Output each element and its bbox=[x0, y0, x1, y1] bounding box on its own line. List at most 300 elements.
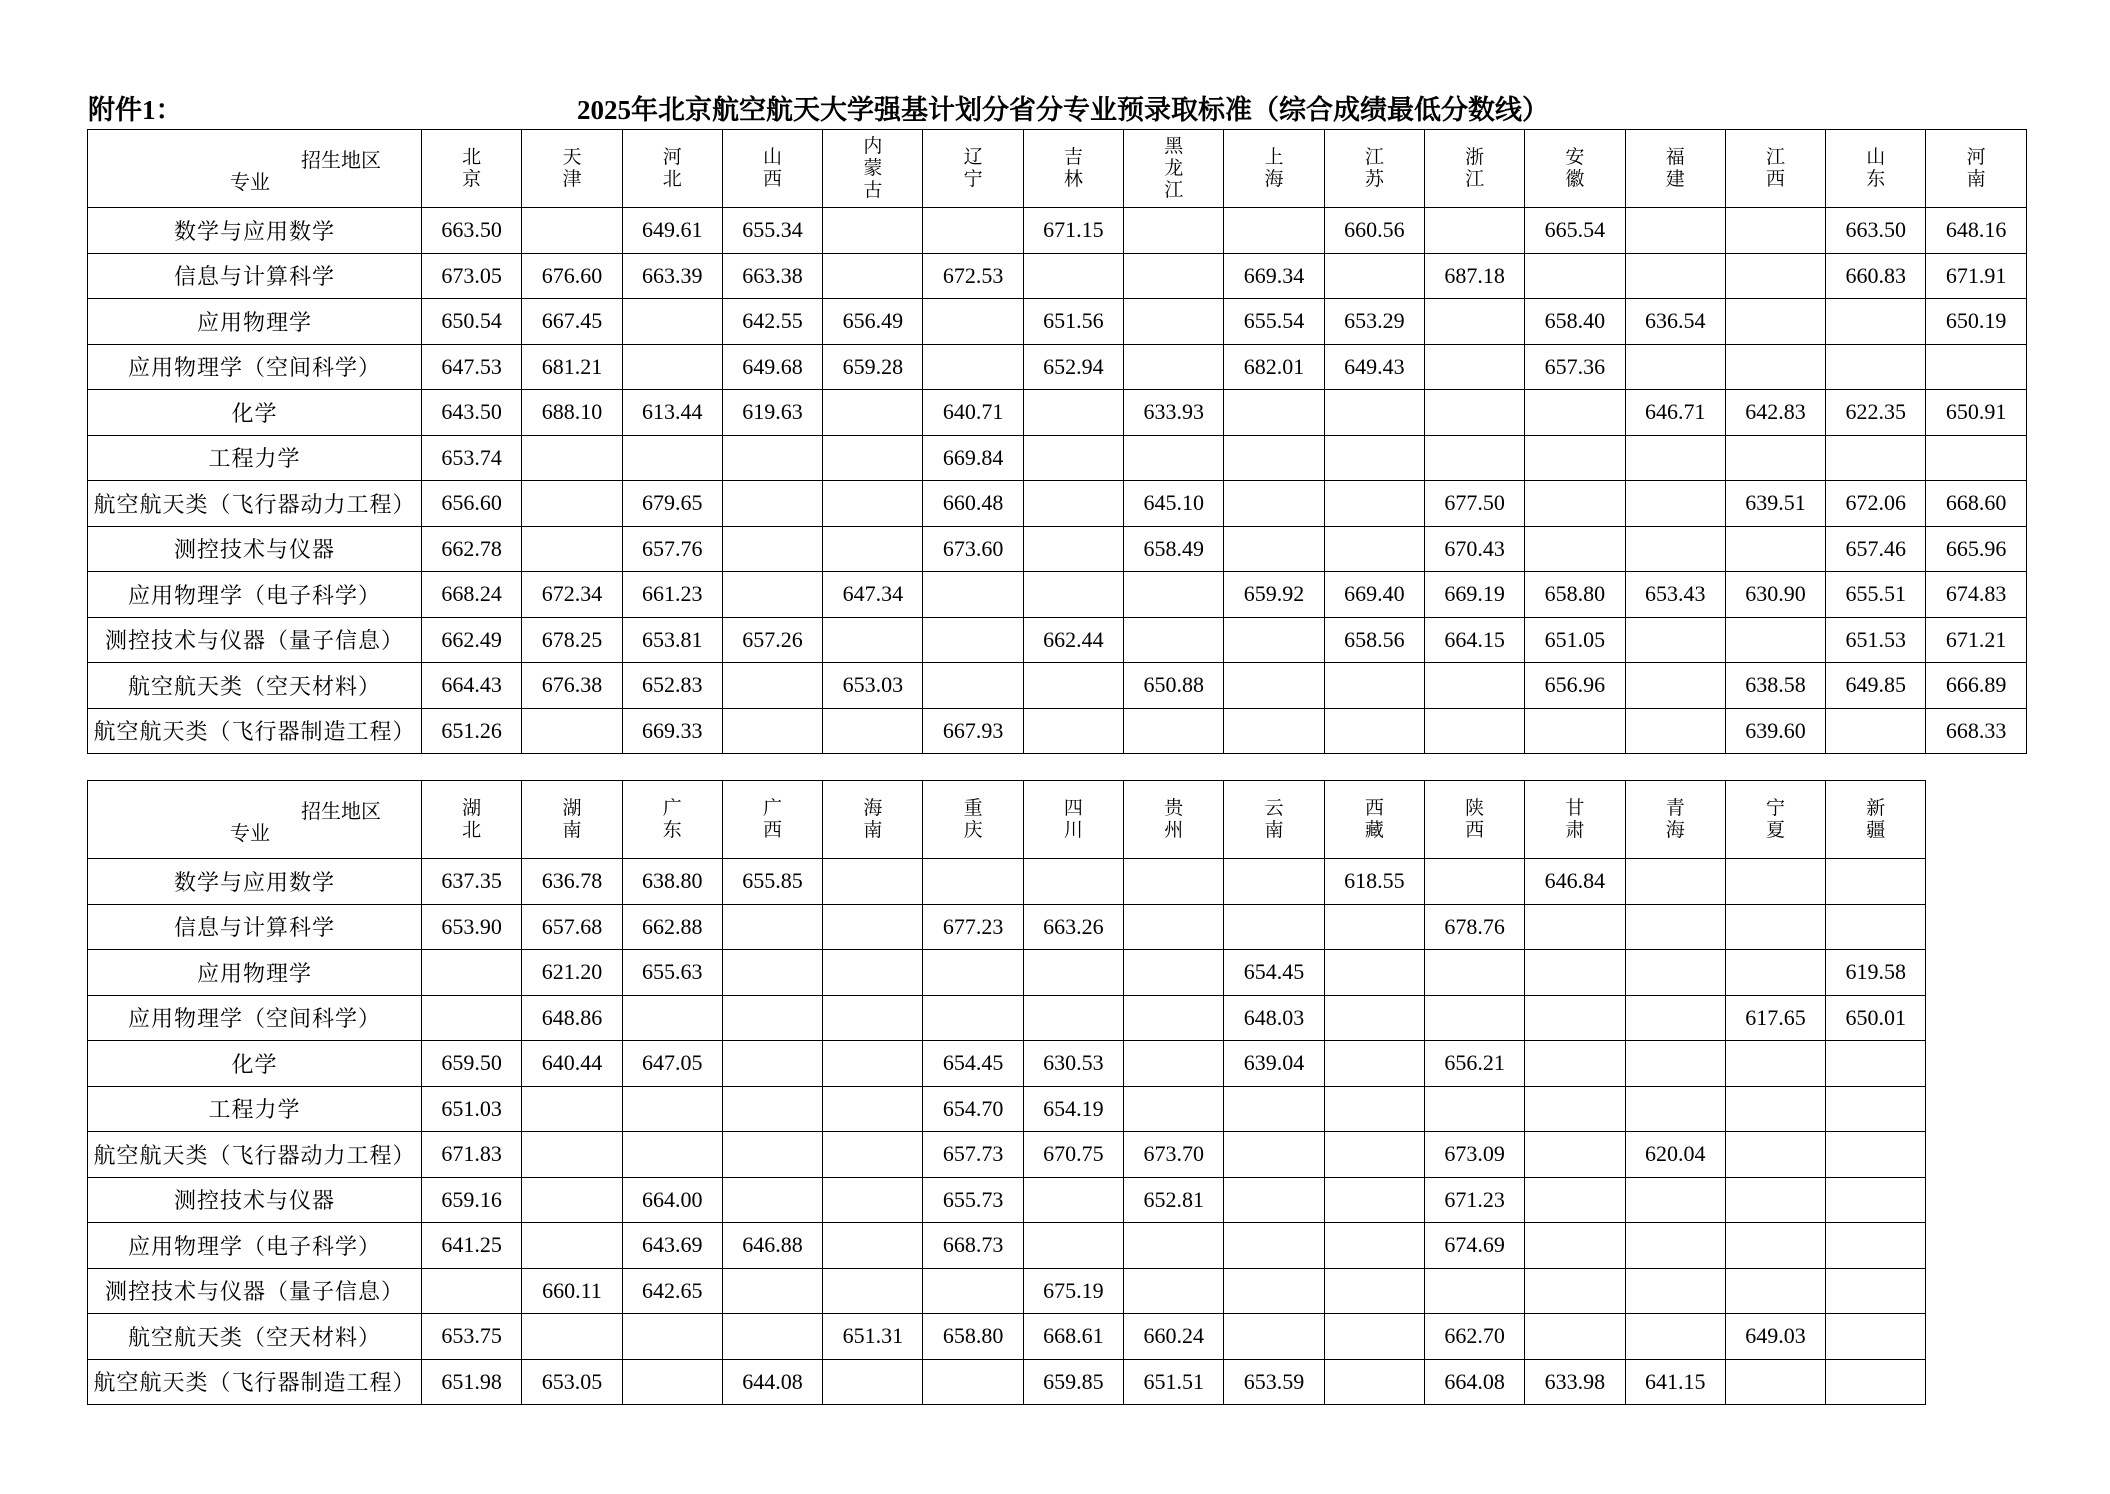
province-header-cell bbox=[1424, 781, 1524, 859]
score-cell bbox=[1023, 481, 1123, 527]
score-cell: 657.36 bbox=[1525, 344, 1625, 390]
major-name-cell: 应用物理学（电子科学） bbox=[88, 1223, 422, 1269]
score-cell: 675.19 bbox=[1023, 1268, 1123, 1314]
score-cell bbox=[1725, 526, 1825, 572]
score-cell bbox=[823, 390, 923, 436]
score-cell bbox=[823, 435, 923, 481]
score-cell: 657.76 bbox=[622, 526, 722, 572]
score-cell: 646.88 bbox=[722, 1223, 822, 1269]
score-cell bbox=[1224, 390, 1324, 436]
score-cell: 652.81 bbox=[1124, 1177, 1224, 1223]
province-header-cell bbox=[722, 130, 822, 208]
score-cell bbox=[1525, 481, 1625, 527]
score-cell: 649.03 bbox=[1725, 1314, 1825, 1360]
score-cell bbox=[1023, 572, 1123, 618]
score-cell bbox=[1525, 1086, 1625, 1132]
major-name-cell: 测控技术与仪器 bbox=[88, 526, 422, 572]
province-header-cell bbox=[1023, 781, 1123, 859]
score-cell: 645.10 bbox=[1124, 481, 1224, 527]
score-cell bbox=[1725, 1086, 1825, 1132]
score-cell bbox=[1725, 435, 1825, 481]
score-cell bbox=[1324, 1359, 1424, 1405]
table-row bbox=[88, 299, 2027, 345]
table-row bbox=[88, 1086, 1926, 1132]
score-cell: 669.40 bbox=[1324, 572, 1424, 618]
score-cell: 642.55 bbox=[722, 299, 822, 345]
score-cell: 651.05 bbox=[1525, 617, 1625, 663]
table-row bbox=[88, 663, 2027, 709]
score-cell bbox=[422, 950, 522, 996]
score-cell bbox=[1124, 995, 1224, 1041]
score-cell: 653.05 bbox=[522, 1359, 622, 1405]
score-cell bbox=[1023, 1223, 1123, 1269]
score-cell: 668.33 bbox=[1926, 708, 2026, 754]
score-cell: 640.44 bbox=[522, 1041, 622, 1087]
score-cell: 650.91 bbox=[1926, 390, 2026, 436]
score-cell bbox=[823, 208, 923, 254]
score-cell bbox=[722, 1268, 822, 1314]
score-cell: 676.60 bbox=[522, 253, 622, 299]
score-cell: 653.29 bbox=[1324, 299, 1424, 345]
province-header-cell bbox=[522, 130, 622, 208]
province-name: 云 南 bbox=[1264, 797, 1284, 841]
province-name: 江 苏 bbox=[1364, 146, 1384, 190]
score-cell bbox=[1725, 1177, 1825, 1223]
score-cell: 636.78 bbox=[522, 859, 622, 905]
score-cell bbox=[622, 1314, 722, 1360]
score-cell: 651.03 bbox=[422, 1086, 522, 1132]
province-header-cell bbox=[422, 130, 522, 208]
score-cell bbox=[923, 1268, 1023, 1314]
score-cell: 668.73 bbox=[923, 1223, 1023, 1269]
province-header-cell bbox=[722, 781, 822, 859]
score-cell bbox=[622, 995, 722, 1041]
score-cell: 650.19 bbox=[1926, 299, 2026, 345]
score-cell bbox=[522, 1314, 622, 1360]
province-header-cell bbox=[1324, 781, 1424, 859]
score-cell: 651.31 bbox=[823, 1314, 923, 1360]
score-cell bbox=[1625, 344, 1725, 390]
score-cell: 669.33 bbox=[622, 708, 722, 754]
score-cell: 664.08 bbox=[1424, 1359, 1524, 1405]
score-cell bbox=[1224, 859, 1324, 905]
province-name: 新 疆 bbox=[1866, 797, 1886, 841]
score-cell: 620.04 bbox=[1625, 1132, 1725, 1178]
score-cell bbox=[1625, 208, 1725, 254]
score-cell: 639.60 bbox=[1725, 708, 1825, 754]
score-cell bbox=[823, 995, 923, 1041]
major-name-cell: 测控技术与仪器（量子信息） bbox=[88, 1268, 422, 1314]
province-name: 甘 肃 bbox=[1565, 797, 1585, 841]
score-cell: 641.15 bbox=[1625, 1359, 1725, 1405]
score-cell bbox=[1124, 1223, 1224, 1269]
score-cell bbox=[1124, 1041, 1224, 1087]
score-cell bbox=[1826, 1359, 1926, 1405]
province-name: 宁 夏 bbox=[1766, 797, 1786, 841]
score-cell bbox=[1625, 708, 1725, 754]
score-cell: 652.83 bbox=[622, 663, 722, 709]
score-cell: 663.50 bbox=[422, 208, 522, 254]
score-cell bbox=[1224, 481, 1324, 527]
score-cell bbox=[722, 1041, 822, 1087]
score-cell bbox=[1424, 995, 1524, 1041]
score-cell bbox=[1224, 1177, 1324, 1223]
score-cell bbox=[1525, 904, 1625, 950]
province-name: 辽 宁 bbox=[963, 146, 983, 190]
score-cell bbox=[1023, 859, 1123, 905]
score-cell bbox=[1826, 1314, 1926, 1360]
score-cell bbox=[823, 904, 923, 950]
score-cell bbox=[1625, 1086, 1725, 1132]
score-cell: 681.21 bbox=[522, 344, 622, 390]
score-cell: 669.19 bbox=[1424, 572, 1524, 618]
score-cell: 671.83 bbox=[422, 1132, 522, 1178]
score-cell: 666.89 bbox=[1926, 663, 2026, 709]
score-cell bbox=[1124, 859, 1224, 905]
score-cell bbox=[823, 1132, 923, 1178]
score-cell: 656.21 bbox=[1424, 1041, 1524, 1087]
score-cell bbox=[1224, 526, 1324, 572]
score-cell bbox=[622, 299, 722, 345]
score-cell bbox=[1324, 950, 1424, 996]
score-cell: 664.00 bbox=[622, 1177, 722, 1223]
score-cell: 641.25 bbox=[422, 1223, 522, 1269]
score-cell bbox=[722, 663, 822, 709]
score-cell bbox=[1625, 435, 1725, 481]
score-cell bbox=[923, 344, 1023, 390]
score-cell bbox=[522, 526, 622, 572]
score-cell: 667.45 bbox=[522, 299, 622, 345]
score-cell bbox=[1224, 663, 1324, 709]
score-cell bbox=[722, 1314, 822, 1360]
score-cell: 659.50 bbox=[422, 1041, 522, 1087]
score-cell: 678.25 bbox=[522, 617, 622, 663]
score-cell: 650.54 bbox=[422, 299, 522, 345]
document-heading bbox=[88, 88, 2038, 132]
score-cell: 649.85 bbox=[1826, 663, 1926, 709]
score-cell bbox=[1525, 526, 1625, 572]
province-name: 河 南 bbox=[1966, 146, 1986, 190]
score-cell bbox=[923, 859, 1023, 905]
score-cell: 639.04 bbox=[1224, 1041, 1324, 1087]
score-cell: 622.35 bbox=[1826, 390, 1926, 436]
score-cell bbox=[1124, 299, 1224, 345]
score-cell: 677.50 bbox=[1424, 481, 1524, 527]
score-cell: 660.83 bbox=[1826, 253, 1926, 299]
score-cell: 654.70 bbox=[923, 1086, 1023, 1132]
score-cell bbox=[1625, 950, 1725, 996]
score-cell: 663.39 bbox=[622, 253, 722, 299]
table-row bbox=[88, 344, 2027, 390]
score-cell: 679.65 bbox=[622, 481, 722, 527]
header-row bbox=[88, 781, 1926, 859]
score-cell bbox=[1525, 1268, 1625, 1314]
score-cell bbox=[1826, 1132, 1926, 1178]
score-cell bbox=[422, 995, 522, 1041]
score-cell: 655.73 bbox=[923, 1177, 1023, 1223]
province-header-cell bbox=[823, 781, 923, 859]
score-cell bbox=[1324, 1041, 1424, 1087]
score-cell bbox=[1023, 708, 1123, 754]
score-cell bbox=[1224, 1086, 1324, 1132]
major-name-cell: 应用物理学（电子科学） bbox=[88, 572, 422, 618]
score-cell: 672.53 bbox=[923, 253, 1023, 299]
score-cell: 672.06 bbox=[1826, 481, 1926, 527]
score-cell: 647.53 bbox=[422, 344, 522, 390]
score-cell bbox=[1725, 344, 1825, 390]
score-cell: 656.49 bbox=[823, 299, 923, 345]
score-cell: 637.35 bbox=[422, 859, 522, 905]
score-cell bbox=[1525, 253, 1625, 299]
score-cell: 663.38 bbox=[722, 253, 822, 299]
score-cell bbox=[1826, 1041, 1926, 1087]
province-name: 海 南 bbox=[863, 797, 883, 841]
score-cell bbox=[1424, 344, 1524, 390]
score-cell: 619.58 bbox=[1826, 950, 1926, 996]
score-cell bbox=[823, 253, 923, 299]
province-header-cell bbox=[422, 781, 522, 859]
score-cell bbox=[1324, 390, 1424, 436]
score-cell: 655.63 bbox=[622, 950, 722, 996]
score-cell: 657.26 bbox=[722, 617, 822, 663]
score-cell: 665.54 bbox=[1525, 208, 1625, 254]
score-cell bbox=[1826, 344, 1926, 390]
score-cell: 669.84 bbox=[923, 435, 1023, 481]
score-cell bbox=[622, 1132, 722, 1178]
score-cell: 651.53 bbox=[1826, 617, 1926, 663]
region-axis-label: 招生地区 bbox=[301, 150, 381, 172]
score-cell: 653.90 bbox=[422, 904, 522, 950]
score-cell: 638.58 bbox=[1725, 663, 1825, 709]
province-name: 福 建 bbox=[1665, 146, 1685, 190]
table-row bbox=[88, 995, 1926, 1041]
score-cell bbox=[1826, 1223, 1926, 1269]
province-header-cell bbox=[1725, 781, 1825, 859]
score-cell bbox=[923, 299, 1023, 345]
score-cell: 671.21 bbox=[1926, 617, 2026, 663]
score-cell: 662.70 bbox=[1424, 1314, 1524, 1360]
score-cell bbox=[622, 1359, 722, 1405]
table-row bbox=[88, 1041, 1926, 1087]
score-cell bbox=[1124, 1086, 1224, 1132]
major-name-cell: 航空航天类（飞行器制造工程） bbox=[88, 708, 422, 754]
major-name-cell: 航空航天类（飞行器动力工程） bbox=[88, 481, 422, 527]
table-row bbox=[88, 208, 2027, 254]
score-cell: 657.68 bbox=[522, 904, 622, 950]
score-cell bbox=[1023, 950, 1123, 996]
score-cell bbox=[1023, 995, 1123, 1041]
score-cell bbox=[1725, 1359, 1825, 1405]
score-cell bbox=[1625, 904, 1725, 950]
score-cell: 654.45 bbox=[923, 1041, 1023, 1087]
table-row bbox=[88, 950, 1926, 996]
score-cell bbox=[1424, 708, 1524, 754]
score-cell bbox=[823, 1268, 923, 1314]
score-cell: 673.09 bbox=[1424, 1132, 1524, 1178]
document-title: 2025年北京航空航天大学强基计划分省分专业预录取标准（综合成绩最低分数线） bbox=[577, 95, 1549, 125]
score-cell bbox=[1324, 481, 1424, 527]
table-row bbox=[88, 1132, 1926, 1178]
score-cell: 653.43 bbox=[1625, 572, 1725, 618]
score-cell bbox=[622, 1086, 722, 1132]
score-cell: 660.24 bbox=[1124, 1314, 1224, 1360]
province-header-cell bbox=[823, 130, 923, 208]
score-cell bbox=[1625, 1177, 1725, 1223]
score-cell bbox=[823, 617, 923, 663]
score-cell bbox=[1324, 435, 1424, 481]
score-cell: 647.34 bbox=[823, 572, 923, 618]
major-name-cell: 数学与应用数学 bbox=[88, 208, 422, 254]
table-row bbox=[88, 904, 1926, 950]
score-cell bbox=[1625, 617, 1725, 663]
province-name: 四 川 bbox=[1063, 797, 1083, 841]
score-cell: 664.43 bbox=[422, 663, 522, 709]
score-cell bbox=[1424, 208, 1524, 254]
score-cell bbox=[522, 708, 622, 754]
score-cell bbox=[1725, 950, 1825, 996]
score-cell bbox=[1525, 1132, 1625, 1178]
score-cell: 670.75 bbox=[1023, 1132, 1123, 1178]
province-name: 湖 南 bbox=[562, 797, 582, 841]
score-cell: 649.43 bbox=[1324, 344, 1424, 390]
score-cell bbox=[1826, 859, 1926, 905]
major-name-cell: 应用物理学（空间科学） bbox=[88, 344, 422, 390]
corner-header-cell bbox=[88, 781, 422, 859]
score-cell: 678.76 bbox=[1424, 904, 1524, 950]
score-cell: 664.15 bbox=[1424, 617, 1524, 663]
score-cell bbox=[1625, 1268, 1725, 1314]
score-cell: 688.10 bbox=[522, 390, 622, 436]
score-cell bbox=[522, 1177, 622, 1223]
province-header-cell bbox=[1124, 130, 1224, 208]
score-cell bbox=[823, 1223, 923, 1269]
score-cell bbox=[1023, 526, 1123, 572]
province-name: 天 津 bbox=[562, 146, 582, 190]
score-cell: 658.40 bbox=[1525, 299, 1625, 345]
province-name: 山 东 bbox=[1866, 146, 1886, 190]
score-cell: 653.74 bbox=[422, 435, 522, 481]
score-cell bbox=[1826, 1177, 1926, 1223]
score-cell bbox=[1826, 708, 1926, 754]
score-cell: 660.48 bbox=[923, 481, 1023, 527]
table-row bbox=[88, 481, 2027, 527]
province-name: 青 海 bbox=[1665, 797, 1685, 841]
score-cell bbox=[1324, 1177, 1424, 1223]
score-cell: 646.84 bbox=[1525, 859, 1625, 905]
province-name: 湖 北 bbox=[462, 797, 482, 841]
province-name: 重 庆 bbox=[963, 797, 983, 841]
score-cell bbox=[1324, 1314, 1424, 1360]
score-cell bbox=[1124, 208, 1224, 254]
score-cell bbox=[1424, 1268, 1524, 1314]
province-header-cell bbox=[1826, 130, 1926, 208]
major-name-cell: 数学与应用数学 bbox=[88, 859, 422, 905]
score-cell bbox=[1625, 1223, 1725, 1269]
score-cell bbox=[1324, 253, 1424, 299]
score-cell bbox=[1124, 708, 1224, 754]
score-cell: 619.63 bbox=[722, 390, 822, 436]
score-cell bbox=[1324, 526, 1424, 572]
score-cell bbox=[1424, 663, 1524, 709]
score-cell bbox=[722, 481, 822, 527]
score-cell: 673.70 bbox=[1124, 1132, 1224, 1178]
score-cell: 669.34 bbox=[1224, 253, 1324, 299]
score-cell bbox=[722, 1177, 822, 1223]
corner-header-cell bbox=[88, 130, 422, 208]
score-cell bbox=[1324, 708, 1424, 754]
score-cell bbox=[1725, 617, 1825, 663]
score-cell: 658.80 bbox=[923, 1314, 1023, 1360]
score-cell: 668.60 bbox=[1926, 481, 2026, 527]
score-cell bbox=[923, 572, 1023, 618]
score-cell bbox=[1224, 1223, 1324, 1269]
province-header-cell bbox=[1625, 781, 1725, 859]
table-row bbox=[88, 390, 2027, 436]
score-cell: 655.51 bbox=[1826, 572, 1926, 618]
score-cell: 671.91 bbox=[1926, 253, 2026, 299]
score-cell bbox=[1826, 904, 1926, 950]
score-cell bbox=[722, 950, 822, 996]
score-cell: 661.23 bbox=[622, 572, 722, 618]
header-row bbox=[88, 130, 2027, 208]
score-cell bbox=[1424, 390, 1524, 436]
score-cell bbox=[1124, 950, 1224, 996]
score-cell bbox=[1725, 1223, 1825, 1269]
score-cell bbox=[1324, 1268, 1424, 1314]
score-cell bbox=[1725, 299, 1825, 345]
score-cell bbox=[1023, 253, 1123, 299]
score-cell bbox=[1224, 435, 1324, 481]
score-cell: 642.83 bbox=[1725, 390, 1825, 436]
table-row bbox=[88, 617, 2027, 663]
province-header-cell bbox=[1124, 781, 1224, 859]
score-cell bbox=[1725, 1132, 1825, 1178]
province-name: 河 北 bbox=[662, 146, 682, 190]
score-cell: 662.49 bbox=[422, 617, 522, 663]
major-name-cell: 化学 bbox=[88, 390, 422, 436]
score-cell bbox=[1124, 435, 1224, 481]
score-cell bbox=[1525, 1041, 1625, 1087]
score-cell: 668.61 bbox=[1023, 1314, 1123, 1360]
score-cell bbox=[1725, 253, 1825, 299]
major-name-cell: 航空航天类（飞行器动力工程） bbox=[88, 1132, 422, 1178]
score-cell: 682.01 bbox=[1224, 344, 1324, 390]
score-cell bbox=[823, 1177, 923, 1223]
province-name: 陕 西 bbox=[1465, 797, 1485, 841]
score-cell bbox=[1324, 663, 1424, 709]
major-name-cell: 测控技术与仪器 bbox=[88, 1177, 422, 1223]
score-cell bbox=[722, 1086, 822, 1132]
score-cell bbox=[923, 208, 1023, 254]
score-cell: 659.16 bbox=[422, 1177, 522, 1223]
score-cell bbox=[1324, 995, 1424, 1041]
major-name-cell: 信息与计算科学 bbox=[88, 253, 422, 299]
score-cell bbox=[1324, 1223, 1424, 1269]
score-cell bbox=[1525, 1314, 1625, 1360]
score-cell: 613.44 bbox=[622, 390, 722, 436]
score-cell: 640.71 bbox=[923, 390, 1023, 436]
score-cell: 621.20 bbox=[522, 950, 622, 996]
score-cell bbox=[1625, 481, 1725, 527]
score-cell: 673.05 bbox=[422, 253, 522, 299]
score-cell: 649.61 bbox=[622, 208, 722, 254]
score-cell bbox=[1625, 253, 1725, 299]
province-name: 江 西 bbox=[1766, 146, 1786, 190]
major-name-cell: 工程力学 bbox=[88, 1086, 422, 1132]
table-row bbox=[88, 572, 2027, 618]
province-header-cell bbox=[923, 781, 1023, 859]
score-cell bbox=[1826, 435, 1926, 481]
